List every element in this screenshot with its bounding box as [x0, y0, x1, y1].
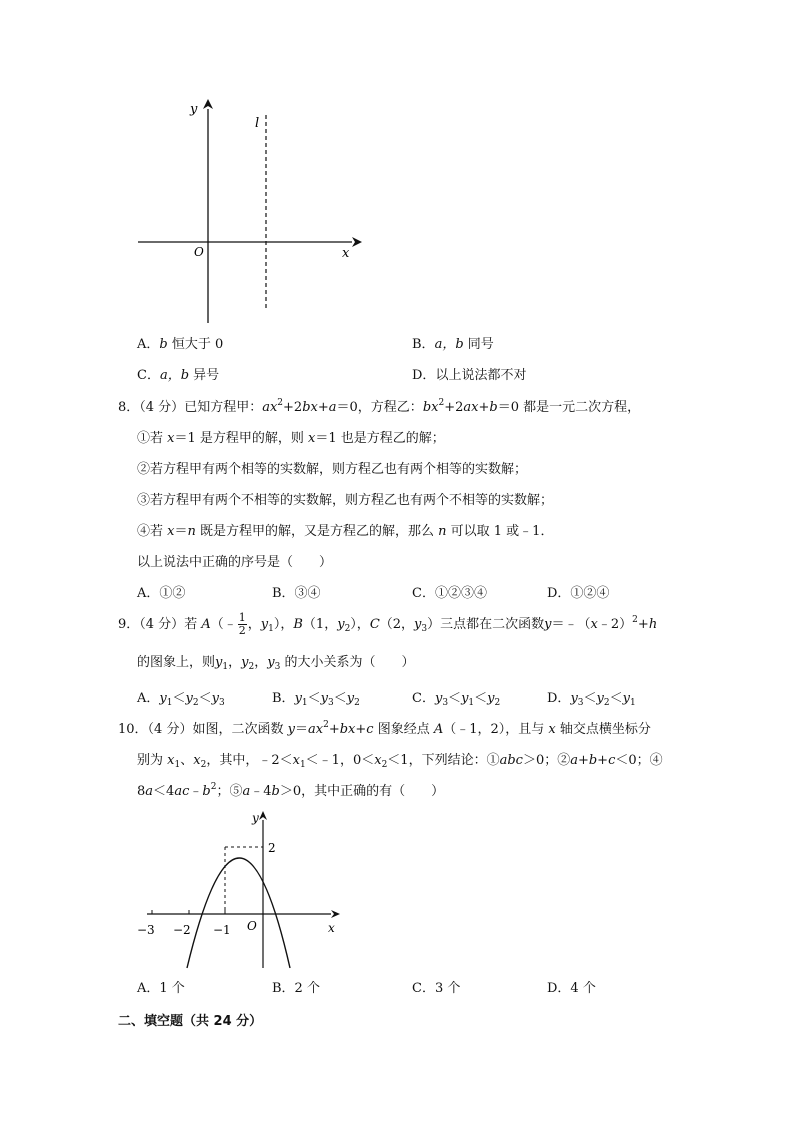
q9-text: （﹣ [210, 617, 237, 632]
q9-option-b[interactable] [272, 687, 360, 706]
x-axis-arrow [331, 910, 340, 918]
option-letter: B． [412, 337, 435, 352]
q8-math: a [328, 400, 337, 415]
q9-math: y [570, 691, 578, 706]
q9-text: 若 [184, 617, 202, 632]
q8-sup: 2 [438, 398, 445, 408]
option-var: b [159, 337, 168, 352]
q9-option-c[interactable] [412, 687, 500, 706]
q10-math: x [374, 753, 382, 768]
y-tick-label-2: 2 [268, 841, 276, 855]
q7-option-d[interactable] [412, 364, 526, 383]
q7-option-c[interactable] [137, 364, 219, 383]
q10-text: ＜﹣1，0＜ [305, 753, 375, 768]
q9-sub: 3 [577, 698, 584, 708]
q9-text: ＜ [609, 691, 623, 706]
q10-math: b [339, 722, 349, 737]
q8-math: + [478, 400, 490, 415]
q10-math: b [271, 784, 280, 799]
option-text: 异号 [189, 368, 220, 383]
q9-math: B [293, 617, 303, 632]
q9-text: ＜ [172, 691, 186, 706]
q9-math: y [487, 691, 495, 706]
fraction-denominator: 2 [238, 624, 246, 637]
x-axis-label: x [342, 246, 350, 261]
y-axis-label: y [190, 102, 198, 117]
q9-text: ＜ [333, 691, 347, 706]
q9-math: y [294, 691, 302, 706]
q10-sup: 2 [210, 782, 217, 792]
q9-text: ＜ [198, 691, 212, 706]
q9-score: （4 分） [139, 617, 185, 632]
q9-sub: 1 [222, 662, 229, 672]
q10-text: ；⑤ [216, 784, 243, 799]
q9-math: y [320, 691, 329, 706]
q10-text: ﹣ [189, 784, 203, 799]
option-letter: C． [137, 368, 160, 383]
q10-text: ＜1，下列结论：① [387, 753, 500, 768]
q9-text: （2， [379, 617, 415, 632]
q9-sub: 3 [274, 662, 281, 672]
q10-math: a [145, 784, 154, 799]
q8-text: 可以取 1 或﹣1． [446, 524, 554, 539]
q9-sub: 2 [354, 698, 360, 708]
q8-statement-4 [137, 520, 553, 539]
q9-text: ＜ [307, 691, 321, 706]
q8-statement-3: ③若方程甲有两个不相等的实数解，则方程乙也有两个不相等的实数解； [137, 493, 554, 508]
q8-text: ＝ [174, 524, 188, 539]
q8-text: ＝1 也是方程乙的解； [315, 431, 445, 446]
q10-math: a [242, 784, 251, 799]
q9-math: y [159, 691, 167, 706]
q10-math: x [193, 753, 201, 768]
x-axis-arrow [352, 237, 362, 247]
q10-line-2 [137, 749, 663, 768]
q8-option-d[interactable]: D．①②④ [547, 586, 610, 601]
q9-line-2 [137, 651, 414, 670]
q10-text: ＞0，其中正确的有（ ） [279, 784, 445, 799]
q10-sub: 1 [174, 760, 181, 770]
q9-math: y [461, 691, 469, 706]
q9-math: h [648, 617, 658, 632]
q7-option-a[interactable] [137, 333, 223, 352]
q9-text: ＜ [474, 691, 488, 706]
q10-math: b [202, 784, 211, 799]
q9-option-a[interactable] [137, 687, 225, 706]
y-axis-label: y [252, 811, 259, 825]
option-letter: A． [137, 337, 160, 352]
q9-math: y [434, 691, 443, 706]
q9-sub: 2 [192, 698, 199, 708]
q10-sub: 1 [299, 760, 306, 770]
option-letter: C． [412, 691, 435, 706]
option-var: a，b [434, 337, 464, 352]
q8-score: （4 分） [139, 400, 185, 415]
q10-text: ＝ [294, 722, 308, 737]
q9-sub: 3 [328, 698, 334, 708]
q8-stem [118, 396, 640, 415]
q10-math: abc [499, 753, 523, 768]
q9-sub: 1 [268, 624, 274, 634]
x-tick-label-minus-2: −2 [173, 923, 191, 937]
option-text: 同号 [463, 337, 494, 352]
q9-text: ， [247, 617, 261, 632]
q9-sub: 1 [630, 698, 636, 708]
q9-math: y [544, 617, 552, 632]
q8-text: ④若 [137, 524, 168, 539]
q10-text: 、 [180, 753, 194, 768]
y-axis-arrow [203, 99, 213, 109]
q10-math: ac [174, 784, 190, 799]
q9-text: （1， [302, 617, 338, 632]
q10-math: a+b+c [570, 753, 616, 768]
q10-option-a[interactable]: A．1 个 [137, 981, 185, 996]
q9-text: ， [254, 655, 268, 670]
q8-text: ＝0 都是一元二次方程， [497, 400, 641, 415]
origin-label: O [247, 919, 257, 933]
q10-text: 8 [137, 784, 146, 799]
q9-sub: 2 [248, 662, 255, 672]
q9-text: ）， [350, 617, 370, 632]
q9-sub: 2 [344, 624, 351, 634]
q8-math: b [489, 400, 498, 415]
q10-line-3 [137, 780, 444, 799]
q9-text: ＜ [583, 691, 597, 706]
q9-math: y [260, 617, 269, 632]
fraction-one-half [238, 612, 247, 637]
q9-math: y [622, 691, 631, 706]
figure-parabola [135, 808, 350, 973]
q8-math: ax [262, 400, 278, 415]
fraction-numerator: 1 [238, 611, 246, 624]
section-heading-fill-in: 二、填空题（共 24 分） [118, 1014, 263, 1029]
q8-math: bx [422, 400, 439, 415]
q8-math: n [438, 524, 447, 539]
q8-option-c[interactable]: C．①②③④ [412, 586, 487, 601]
q10-option-d[interactable]: D．4 个 [547, 981, 596, 996]
q8-math: +2 [283, 400, 303, 415]
q10-math: x+ [348, 722, 367, 737]
q9-math: y [414, 617, 422, 632]
q8-text: 既是方程甲的解，又是方程乙的解，那么 [195, 524, 439, 539]
q8-text: ①若 [137, 431, 168, 446]
x-tick-label-minus-3: −3 [137, 923, 155, 937]
q9-text: ﹣2） [597, 617, 633, 632]
q8-text: 已知方程甲： [184, 400, 263, 415]
q8-sup: 2 [277, 398, 284, 408]
q9-math: y [337, 617, 345, 632]
q9-math: x [590, 617, 598, 632]
x-tick-label-minus-1: −1 [213, 923, 231, 937]
line-l-label: l [255, 116, 260, 131]
q8-math: n [187, 524, 196, 539]
q10-text: （﹣1，2），且与 [443, 722, 549, 737]
q10-math: a [307, 722, 316, 737]
q9-sub: 1 [301, 698, 308, 708]
parabola-curve [187, 858, 290, 968]
q8-math: bx [302, 400, 318, 415]
q9-math: C [369, 617, 380, 632]
q7-option-b[interactable] [412, 333, 494, 352]
y-axis-arrow [259, 811, 267, 820]
q10-text: ＜0；④ [615, 753, 663, 768]
origin-label: O [194, 245, 204, 259]
q8-number: 8． [118, 400, 140, 415]
q10-text: ＞0；② [522, 753, 571, 768]
q9-text: ， [228, 655, 242, 670]
q8-math: x [308, 431, 316, 446]
q10-text: ，其中，﹣2＜ [206, 753, 293, 768]
x-axis-label: x [328, 921, 335, 935]
q10-sub: 2 [200, 760, 207, 770]
q8-math: x [167, 524, 175, 539]
q9-sub: 2 [494, 698, 501, 708]
q10-text: 别为 [137, 753, 168, 768]
q9-math: A [201, 617, 211, 632]
q10-sub: 2 [381, 760, 388, 770]
q10-score: （4 分） [147, 722, 193, 737]
q9-number: 9． [118, 617, 140, 632]
q10-math: c [366, 722, 374, 737]
q10-math: x [292, 753, 300, 768]
q9-stem: 9．（4 分）若 A（﹣ $\frac{1}{2}$ ，$y_1$），B（1，$y_2$），C（2，$y_3$）三点都在二次函数y＝﹣（x﹣2）$^2$+h [118, 611, 658, 637]
q9-text: + [637, 617, 649, 632]
q8-math: ax [463, 400, 479, 415]
q10-math: x [315, 722, 324, 737]
q9-text: 的大小关系为（ ） [280, 655, 415, 670]
q10-sup: 2 [323, 720, 329, 730]
q9-text: ＜ [448, 691, 462, 706]
q8-math: +2 [444, 400, 464, 415]
q10-text: 轴交点横坐标分 [555, 722, 651, 737]
q10-option-c[interactable]: C．3 个 [412, 981, 461, 996]
option-var: a，b [159, 368, 190, 383]
q10-math: y [287, 722, 295, 737]
q8-statement-2: ②若方程甲有两个相等的实数解，则方程乙也有两个相等的实数解； [137, 462, 528, 477]
q10-math: A [433, 722, 444, 737]
option-letter: B． [272, 691, 295, 706]
option-letter: D． [547, 691, 571, 706]
option-letter: A． [137, 691, 160, 706]
q9-math: y [346, 691, 355, 706]
q9-math: y [215, 655, 223, 670]
q9-text: 三点都在二次函数 [440, 617, 545, 632]
q9-sub: 2 [603, 698, 610, 708]
q8-conclusion: 以上说法中正确的序号是（ ） [137, 555, 333, 570]
q8-math: + [317, 400, 329, 415]
q10-text: ＜4 [153, 784, 175, 799]
q9-math: y [596, 691, 604, 706]
q8-math: x [167, 431, 175, 446]
q9-text: ）， [273, 617, 294, 632]
q9-sub: 1 [468, 698, 475, 708]
q9-sub: 3 [421, 624, 428, 634]
q10-math: x [548, 722, 556, 737]
q10-text: 图象经点 [373, 722, 434, 737]
option-letter: D． [412, 368, 436, 383]
q8-statement-1 [137, 427, 445, 446]
q9-text: ＝﹣（ [551, 617, 591, 632]
q8-option-a[interactable]: A．①② [137, 586, 186, 601]
q10-text: ﹣4 [250, 784, 272, 799]
q10-number: 10． [118, 722, 148, 737]
q10-text: 如图，二次函数 [192, 722, 288, 737]
figure-axes-line-l [130, 95, 370, 330]
q8-option-b[interactable]: B．③④ [272, 586, 321, 601]
q9-math: y [267, 655, 275, 670]
q10-stem [118, 718, 651, 737]
q10-math: x [167, 753, 175, 768]
q9-sub: 1 [166, 698, 173, 708]
q9-sup: 2 [632, 615, 638, 625]
q9-math: y [211, 691, 219, 706]
option-text: 恒大于 0 [167, 337, 224, 352]
q10-option-b[interactable]: B．2 个 [272, 981, 320, 996]
q8-text: ＝1 是方程甲的解，则 [174, 431, 309, 446]
q9-text: 的图象上，则 [137, 655, 216, 670]
q9-option-d[interactable] [547, 687, 636, 706]
q9-sub: 3 [442, 698, 449, 708]
q8-text: ＝0，方程乙： [336, 400, 423, 415]
q9-math: y [185, 691, 193, 706]
q9-sub: 3 [218, 698, 225, 708]
option-text: 以上说法都不对 [435, 368, 527, 383]
q9-math: y [241, 655, 249, 670]
q10-text: + [328, 722, 340, 737]
